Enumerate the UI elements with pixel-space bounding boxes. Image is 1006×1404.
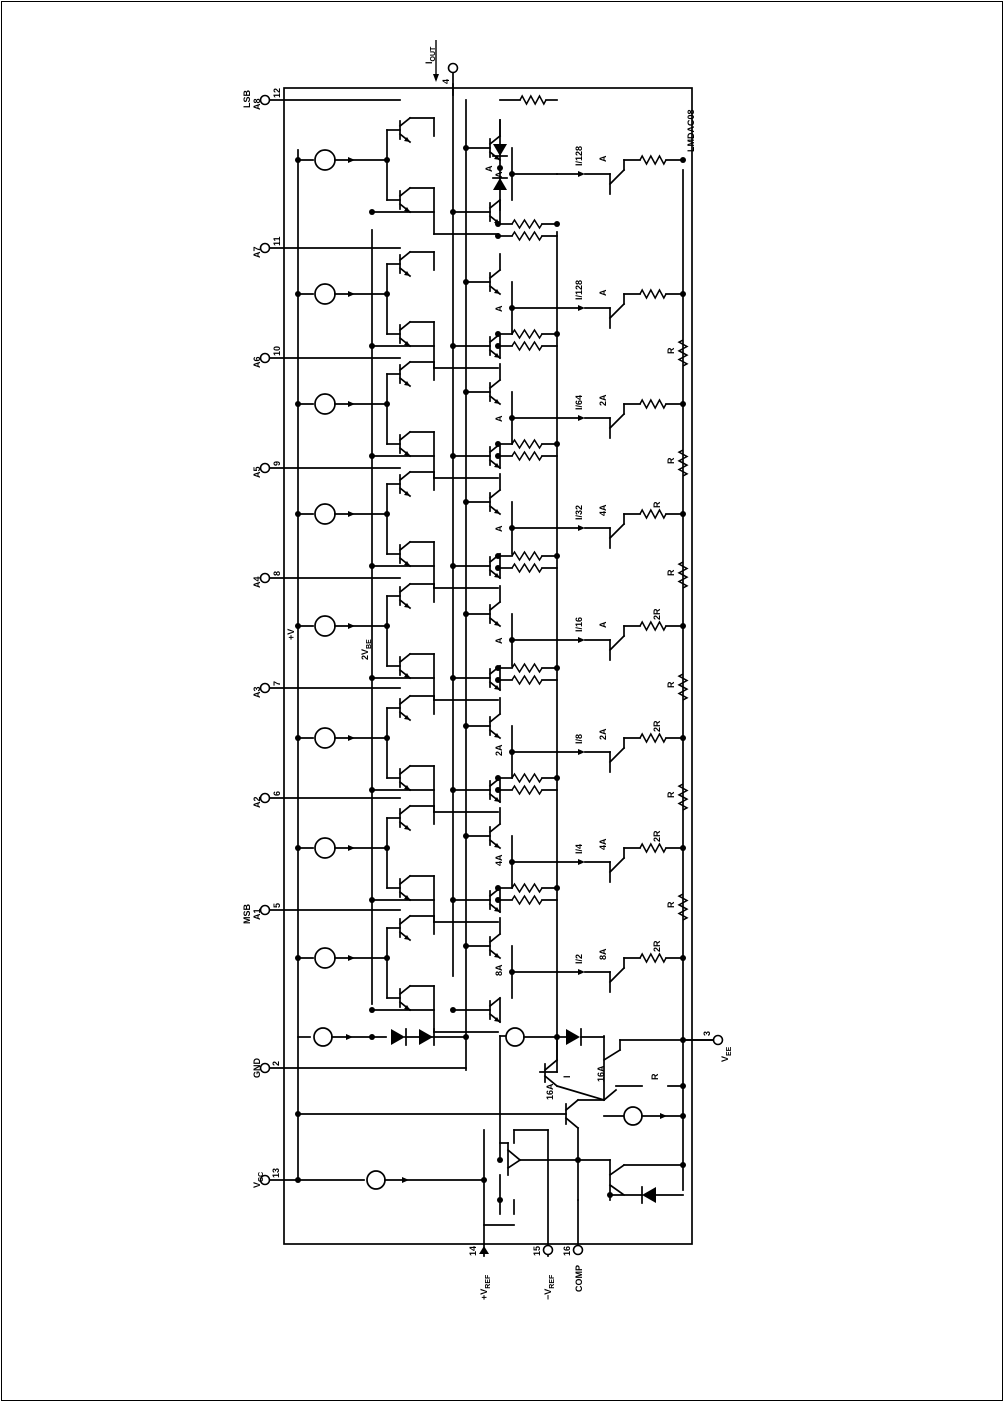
pin-number-a1: 5 (272, 902, 282, 908)
ladder-area-a2: 4A (598, 838, 608, 850)
vref-pos-pin[interactable] (479, 1246, 489, 1254)
current-source-a3 (315, 728, 335, 748)
comp-pin[interactable] (574, 1246, 583, 1255)
bit-current-a2: I/4 (574, 843, 584, 854)
bias-diode-string (298, 1028, 469, 1046)
chip-outline (284, 88, 692, 1244)
lsb-label: LSB (242, 90, 252, 108)
iout-pin[interactable] (449, 64, 458, 73)
switch-area-a5: A (494, 525, 504, 532)
ladder-area-a3: 2A (598, 728, 608, 740)
pin-name-a7: A7 (252, 246, 262, 258)
pin-number-lsb: 12 (272, 87, 282, 98)
bit-cell-a7 (252, 220, 686, 368)
current-source-a6 (315, 394, 335, 414)
switch-area-a6: A (494, 415, 504, 422)
pin-name-a1: A1 (252, 908, 262, 920)
bit-current-a7: I/128 (574, 279, 584, 300)
comp-pin-number: 16 (562, 1245, 572, 1256)
current-source-a2 (315, 838, 335, 858)
bit-cell-lsb (252, 88, 686, 234)
bit-cell-a6 (252, 330, 687, 478)
bit-current-a5: I/32 (574, 504, 584, 520)
switch-area-a4: A (494, 637, 504, 644)
pin-number-a4: 8 (272, 570, 282, 576)
series-r-a6: R (666, 347, 676, 354)
ladder-res-label-a4: 2R (652, 608, 662, 620)
vref-neg-pin[interactable] (544, 1246, 553, 1255)
bit-cell-a5 (252, 440, 687, 588)
svg-text:R: R (650, 1073, 660, 1080)
lsb-diode-pair (484, 96, 557, 210)
switch-area-a2: 4A (494, 854, 504, 866)
chip-name: LMDAC08 (686, 109, 696, 152)
switch-area-a3: 2A (494, 744, 504, 756)
pin-name-a4: A4 (252, 576, 262, 588)
comp-label: COMP (574, 1265, 584, 1292)
switch-area-a7: A (494, 305, 504, 312)
vcc-label: $V_{CC}$ (252, 1171, 265, 1188)
current-source-lsb (315, 150, 335, 170)
bit-cell-a1 (252, 884, 687, 1032)
current-source-a4 (315, 616, 335, 636)
series-r-a2: R (666, 791, 676, 798)
vref-neg-pin-number: 15 (532, 1245, 542, 1256)
switch-area-lsb: A (494, 171, 504, 178)
vref-pos-pin-number: 14 (468, 1245, 478, 1256)
vref-pos-label: $+V_{REF}$ (479, 1274, 492, 1300)
pin-name-a5: A5 (252, 466, 262, 478)
iout-label: $I_{OUT}$ (424, 46, 437, 64)
vref-neg-label: $-V_{REF}$ (543, 1274, 556, 1300)
series-r-a5: R (666, 457, 676, 464)
bit-cell-a3 (252, 664, 687, 812)
ladder-res-label-a5: R (652, 501, 662, 508)
pin-name-lsb: A8 (252, 98, 262, 110)
vee-pin[interactable] (714, 1036, 723, 1045)
pin-name-a2: A2 (252, 796, 262, 808)
bit-cell-a2 (252, 774, 687, 922)
ladder-res-label-a2: 2R (652, 830, 662, 842)
msb-label: MSB (242, 904, 252, 924)
series-r-a1: R (666, 901, 676, 908)
gnd-pin-number: 2 (271, 1060, 281, 1066)
vee-label: $V_{EE}$ (720, 1046, 733, 1062)
ladder-area-a7: A (598, 289, 608, 296)
svg-text:16A: 16A (596, 1065, 606, 1082)
current-source-a7 (315, 284, 335, 304)
ladder-area-a4: A (598, 621, 608, 628)
plus-v-label: +V (286, 628, 296, 640)
gnd-label: GND (252, 1058, 262, 1078)
bit-current-a3: I/8 (574, 733, 584, 744)
bit-current-lsb: I/128 (574, 145, 584, 166)
switch-area-a1: 8A (494, 964, 504, 976)
bit-current-a6: I/64 (574, 394, 584, 410)
pin-number-a3: 7 (272, 680, 282, 686)
bit-current-a4: I/16 (574, 616, 584, 632)
pin-number-a7: 11 (272, 236, 282, 246)
series-r-a3: R (666, 681, 676, 688)
vcc-pin-number: 13 (271, 1167, 281, 1178)
pin-name-a6: A6 (252, 356, 262, 368)
ladder-area-a6: 2A (598, 394, 608, 406)
ladder-area-lsb: A (598, 155, 608, 162)
svg-text:16A: 16A (545, 1083, 555, 1100)
current-source-a1 (315, 948, 335, 968)
vee-pin-number: 3 (702, 1030, 712, 1036)
two-vbe-label: $2V_{BE}$ (360, 639, 373, 660)
pin-number-a6: 10 (272, 345, 282, 356)
pin-number-a2: 6 (272, 790, 282, 796)
svg-text:I: I (562, 1075, 572, 1078)
diode-area: A (484, 165, 494, 172)
bit-cells (252, 88, 687, 1032)
reference-amplifier (295, 1028, 716, 1244)
iout-pin-number: 4 (441, 78, 451, 84)
pin-name-a3: A3 (252, 686, 262, 698)
series-r-a4: R (666, 569, 676, 576)
current-source-a5 (315, 504, 335, 524)
bit-cell-a4 (252, 552, 687, 700)
pin-number-a5: 9 (272, 460, 282, 466)
bit-current-a1: I/2 (574, 953, 584, 964)
ladder-res-label-a1: 2R (652, 940, 662, 952)
ladder-area-a5: 4A (598, 504, 608, 516)
ladder-res-label-a3: 2R (652, 720, 662, 732)
ladder-area-a1: 8A (598, 948, 608, 960)
